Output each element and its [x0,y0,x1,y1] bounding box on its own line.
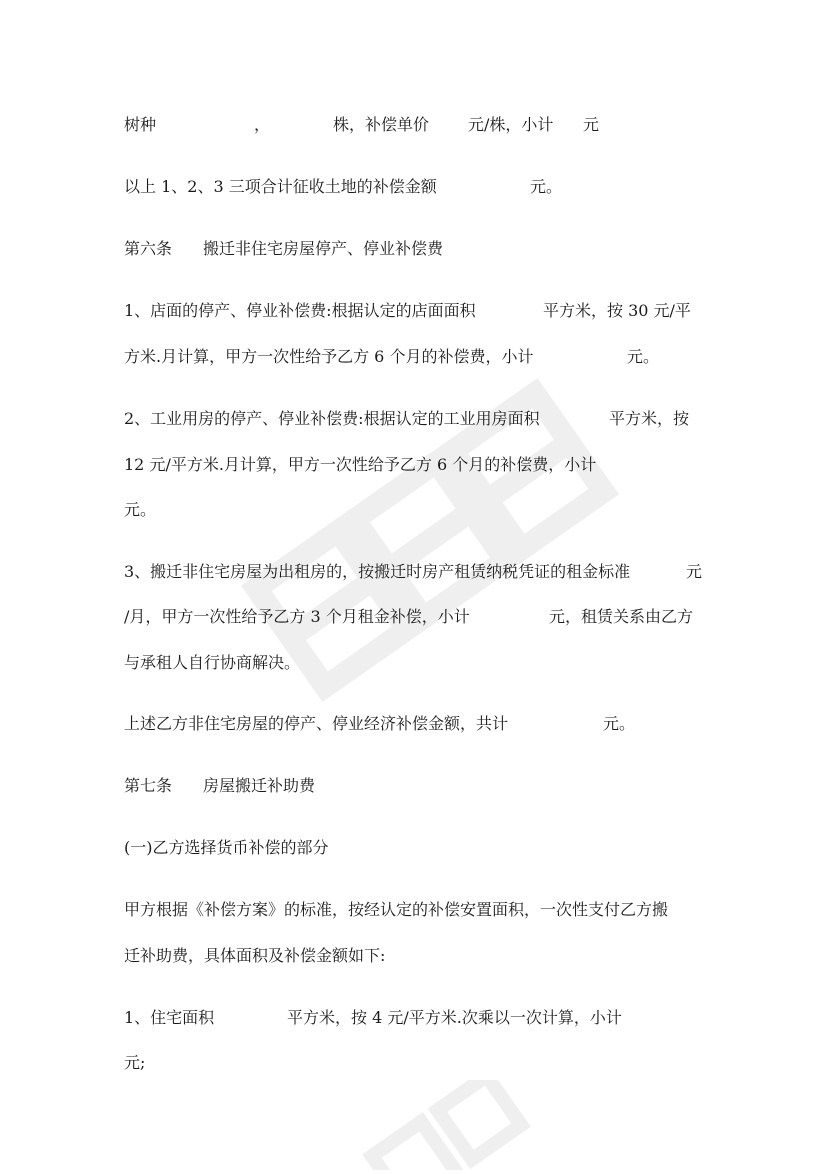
text-storefront-compensation: 1、店面的停产、停业补偿费:根据认定的店面面积 [124,301,476,320]
text-residential-area: 1、住宅面积 [124,1008,215,1027]
text-relocation-subsidy-intro: 甲方根据《补偿方案》的标准，按经认定的补偿安置面积，一次性支付乙方搬 [124,900,669,919]
text-industrial-compensation: 2、工业用房的停产、停业补偿费:根据认定的工业用房面积 [124,409,540,428]
article-seven-title: 房屋搬迁补助费 [203,776,316,795]
text-per-tree-subtotal: 元/株，小计 [468,115,554,134]
text-residential-rate: 平方米，按 4 元/平方米.次乘以一次计算，小计 [287,1008,622,1027]
text-yuan: 元。 [627,347,660,366]
text-storefront-subtotal: 方米.月计算，甲方一次性给予乙方 6 个月的补偿费，小计 [124,347,534,366]
text-yuan: 元。 [603,714,636,733]
text-storefront-rate: 平方米，按 30 元/平 [543,301,691,320]
watermark-graphic [220,330,640,750]
text-comma: ， [254,115,271,134]
text-industrial-rate: 平方米，按 [609,409,690,428]
text-tree-species: 树种 [124,115,157,134]
text-industrial-subtotal: 12 元/平方米.月计算，甲方一次性给予乙方 6 个月的补偿费，小计 [124,455,597,474]
article-six-title: 搬迁非住宅房屋停产、停业补偿费 [203,239,444,258]
article-seven-number: 第七条 [124,776,173,795]
text-lease-relation: 元，租赁关系由乙方 [549,607,694,626]
text-unit-price-label: 株，补偿单价 [333,115,430,134]
text-relocation-subsidy-details: 迁补助费，具体面积及补偿金额如下: [124,946,386,965]
section-monetary-compensation: (一)乙方选择货币补偿的部分 [124,838,329,857]
text-rental-subtotal: /月，甲方一次性给予乙方 3 个月租金补偿，小计 [124,607,470,626]
text-yuan: 元。 [124,500,157,519]
text-yuan: 元。 [530,177,563,196]
text-land-compensation-total: 以上 1、2、3 三项合计征收土地的补偿金额 [124,177,437,196]
text-yuan: 元 [583,115,600,134]
watermark-graphic-bottom [350,1080,570,1170]
text-non-residential-total: 上述乙方非住宅房屋的停产、停业经济补偿金额，共计 [124,714,509,733]
article-six-number: 第六条 [124,239,173,258]
text-rental-compensation: 3、搬迁非住宅房屋为出租房的，按搬迁时房产租赁纳税凭证的租金标准 [124,562,631,581]
text-lease-negotiation: 与承租人自行协商解决。 [124,653,301,672]
text-yuan: 元; [124,1053,146,1072]
text-yuan: 元 [686,562,703,581]
